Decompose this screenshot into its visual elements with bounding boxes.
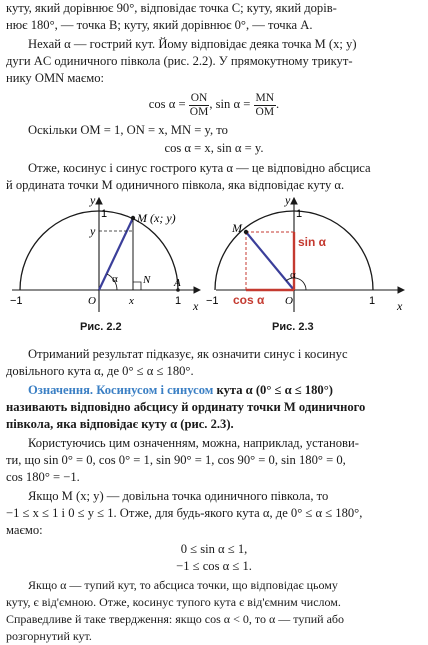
tick-plus-1: 1 [369, 295, 376, 307]
para6-line2: ти, що sin 0° = 0, cos 0° = 1, sin 90° = 1, cos 90° = 0, sin 180° = 0, [6, 453, 346, 467]
fraction-den: OM [255, 105, 275, 118]
para1-line1: куту, який дорівнює 90°, відповідає точка C; куту, який дорів- [6, 1, 337, 15]
inequality-cos: −1 ≤ cos α ≤ 1. [176, 559, 252, 573]
label-o: O [285, 295, 293, 307]
para2-line3: нику OMN маємо: [6, 71, 105, 85]
y-axis-label: y [285, 194, 291, 207]
label-o: O [88, 295, 96, 307]
para6-line3: cos 180° = −1. [6, 470, 80, 484]
right-angle-mark [133, 282, 141, 290]
para7-line1: Якщо M (x; y) — довільна точка одиничного півкола, то [28, 489, 329, 503]
y-axis-label: y [90, 194, 96, 207]
fraction-den: OM [189, 105, 209, 118]
inequality-sin: 0 ≤ sin α ≤ 1, [180, 542, 248, 556]
sin-label: , sin α = [209, 97, 251, 111]
label-m: M (x; y) [137, 211, 176, 225]
formula-period: . [276, 97, 280, 111]
x-axis-label: x [193, 299, 199, 313]
formula-cos-sin-xy: cos α = x, sin α = y. [164, 141, 264, 155]
label-sin-alpha: sin α [298, 235, 327, 249]
definition-word-cos: Косинусом [96, 383, 158, 397]
para8-line4: розгорнутий кут. [6, 629, 92, 643]
definition-word-and: і [160, 383, 164, 397]
figure-2-3 [206, 194, 420, 340]
para5-line1: Отриманий результат підказує, як означити синус і косинус [28, 347, 348, 361]
caption-fig-2-2: Рис. 2.2 [80, 321, 122, 333]
radius-om [246, 232, 294, 290]
point-m [244, 230, 248, 234]
para2-line2: дуги AC одиничного півкола (рис. 2.2). У прямокутному трикут- [6, 54, 353, 68]
para7-line2: −1 ≤ x ≤ 1 і 0 ≤ y ≤ 1. Отже, для будь-якого кута α, де 0° ≤ α ≤ 180°, [6, 506, 363, 520]
fraction-num: ON [190, 91, 208, 104]
tick-plus-1: 1 [175, 295, 182, 307]
para5-line2: довільного кута α, де 0° ≤ α ≤ 180°. [6, 364, 194, 378]
para8-line3: Справедливе й таке твердження: якщо cos α < 0, то α — тупий або [6, 612, 345, 626]
para8-line2: куту, є від'ємною. Отже, косинус тупого кута є від'ємним числом. [6, 595, 341, 609]
para4-line1: Отже, косинус і синус гострого кута α — це відповідно абсциса [28, 161, 371, 175]
x-axis-label: x [397, 299, 403, 313]
label-n: N [143, 274, 151, 286]
definition-line2: називають відповідно абсцису й ординату точки M одиничного [6, 400, 366, 414]
tick-top-1: 1 [296, 208, 303, 220]
para3-line1: Оскільки OM = 1, ON = x, MN = y, то [28, 123, 228, 137]
fraction-num: MN [255, 91, 275, 104]
para2-line1: Нехай α — гострий кут. Йому відповідає деяка точка M (x; y) [28, 37, 357, 51]
para4-line2: й ордината точки M одиничного півкола, яка відповідає куту α. [6, 178, 345, 192]
point-m [131, 216, 135, 220]
label-x: x [129, 295, 134, 307]
para8-line1: Якщо α — тупий кут, то абсциса точки, що відповідає цьому [28, 578, 338, 592]
definition-line3: півкола, яка відповідає куту α (рис. 2.3). [6, 417, 234, 431]
label-m: M [232, 221, 242, 235]
label-cos-alpha: cos α [233, 293, 265, 307]
para6-line1: Користуючись цим означенням, можна, наприклад, установи- [28, 436, 359, 450]
definition-rest: кута α (0° ≤ α ≤ 180°) [216, 383, 333, 397]
tick-minus-1: −1 [10, 295, 23, 307]
tick-minus-1: −1 [206, 295, 219, 307]
definition-label: Означення. [28, 383, 94, 397]
label-y: y [90, 224, 96, 238]
para1-line2: нює 180°, — точка B; куту, який дорівнює 0°, — точка A. [6, 18, 313, 32]
fraction-on-om [189, 92, 210, 119]
cos-label: cos α = [148, 97, 186, 111]
definition-line1 [6, 382, 422, 399]
definition-word-sin: синусом [167, 383, 214, 397]
tick-top-1: 1 [101, 208, 108, 220]
label-alpha: α [290, 269, 296, 281]
label-a: A [174, 277, 181, 289]
caption-fig-2-3: Рис. 2.3 [272, 321, 314, 333]
figure-2-2 [0, 194, 214, 340]
para7-line3: маємо: [6, 523, 43, 537]
fraction-mn-om [254, 91, 280, 119]
formula-cos-sin-ratio [0, 89, 428, 119]
label-alpha: α [112, 273, 118, 285]
